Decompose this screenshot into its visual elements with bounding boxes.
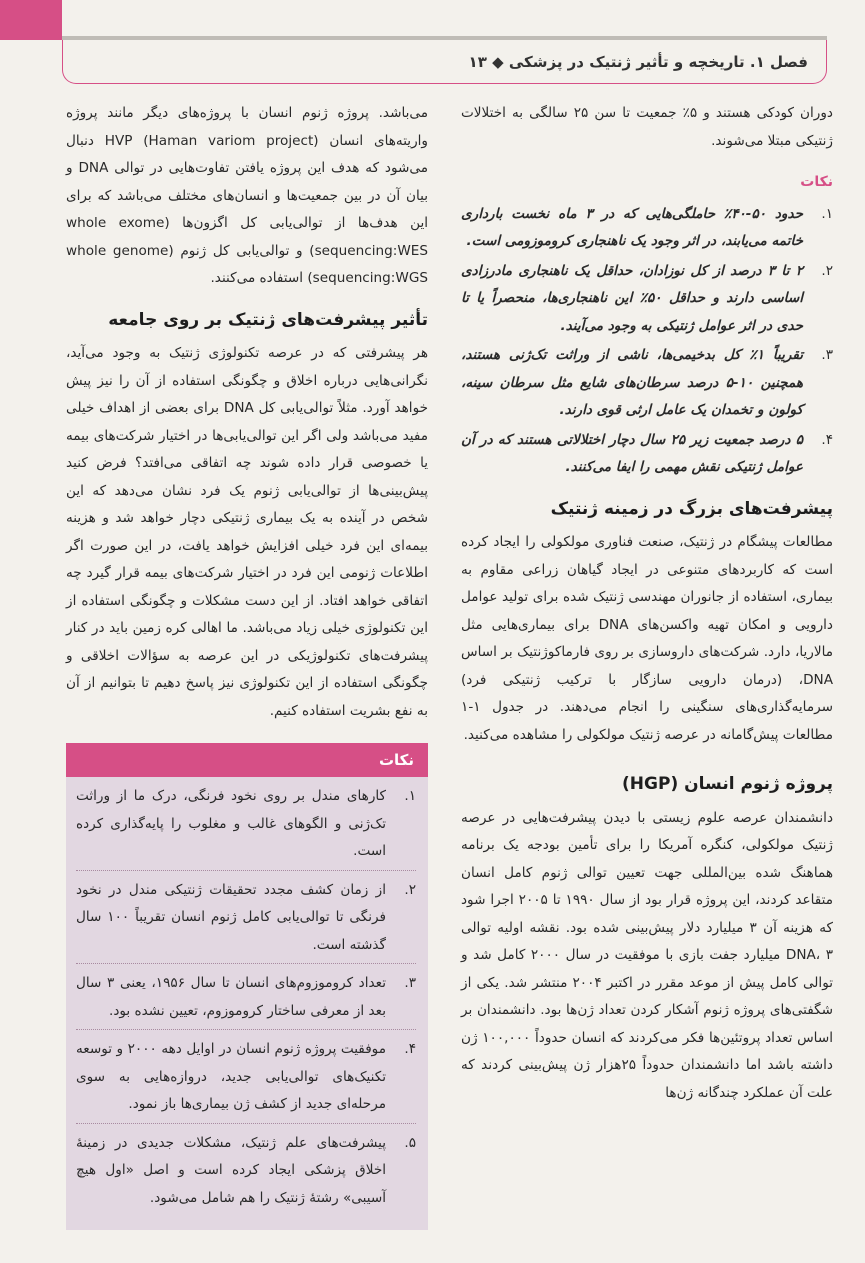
list-item: ۱. حدود ۵۰-۴۰٪ حاملگی‌هایی که در ۳ ماه نخست بارداری خاتمه می‌یابند، در اثر وجود یک ناهنجاری کروموزومی است. bbox=[461, 205, 833, 249]
notes-box-label: نکات bbox=[66, 743, 428, 777]
section-heading-hgp: پروژه ژنوم انسان (HGP) bbox=[622, 774, 833, 794]
list-item: ۲. ۲ تا ۳ درصد از کل نوزادان، حداقل یک ناهنجاری مادرزادی اساسی دارند و حداقل ۵۰٪ این ناهنجاری‌ها، منحصراً یا تا حدی در اثر عوامل ژنتیکی به وجود می‌آیند. bbox=[461, 262, 833, 334]
page-header bbox=[62, 40, 827, 84]
list-item: ۳. تقریباً ۱٪ کل بدخیمی‌ها، ناشی از وراثت تک‌ژنی هستند، همچنین ۱۰-۵ درصد سرطان‌های شایع مثل سرطان سینه، کولون و تخمدان یک عامل ارثی قوی دارند. bbox=[461, 347, 833, 418]
notes-box-list bbox=[66, 777, 428, 1216]
list-item: ۴. ۵ درصد جمعیت زیر ۲۵ سال دچار اختلالاتی هستند که در آن عوامل ژنتیکی نقش مهمی را ایفا می‌کنند. bbox=[461, 431, 833, 475]
chapter-tab bbox=[0, 0, 62, 40]
left-column bbox=[66, 100, 428, 1230]
advances-paragraph: مطالعات پیشگام در ژنتیک، صنعت فناوری مولکولی را ایجاد کرده است که کاربردهای متنوعی در ایجاد گیاهان زراعی مقاوم به بیماری، استفاده از جانوران مهندسی ژنتیک شده برای تولید عوامل دارویی و امکان تهیه واکسن‌های DNA برای بیماری‌هایی مثل مالاریا، دارد. شرکت‌های داروسازی بر روی فارماکوژنتیک بر اساس DNA، (درمان دارویی سازگار با ترکیب ژنتیکی فرد) سرمایه‌گذاری‌های سنگینی را انجام می‌دهند. در جدول ۱-۱ مطالعات پیش‌گامانه در عرصه ژنتیک مولکولی را مشاهده می‌کنید. bbox=[461, 534, 833, 743]
section-heading-advances: پیشرفت‌های بزرگ در زمینه ژنتیک bbox=[550, 498, 833, 519]
notes-box bbox=[66, 743, 428, 1230]
hgp-paragraph: دانشمندان عرصه علوم زیستی با دیدن پیشرفت‌هایی در عرصه ژنتیک مولکولی، کنگره آمریکا را برای تأمین بودجه یک برنامه هماهنگ شده بین‌المللی جهت تعیین توالی ژنوم کامل انسان متقاعد کردند، این پروژه قرار بود از سال ۱۹۹۰ تا ۲۰۰۵ اجرا شود که هزینه آن ۳ میلیارد دلار پیش‌بینی شده بود. نقشه اولیه توالی DNA، ۳ میلیارد جفت بازی با موفقیت در سال ۲۰۰۰ کامل شد و توالی کامل پیش از موعد مقرر در اکتبر ۲۰۰۴ منتشر شد. یکی از شگفتی‌های پروژه ژنوم آشکار کردن تعداد ژن‌ها بود. دانشمندان بر اساس تعداد پروتئین‌ها فکر می‌کردند که انسان حدوداً ۱۰۰,۰۰۰ ژن داشته باشد اما دانشمندان حدوداً ۲۵هزار ژن پیش‌بینی کردند که علت آن عملکرد چندگانه ژن‌ها bbox=[461, 809, 834, 1101]
section-heading-impact: تأثیر پیشرفت‌های ژنتیک بر روی جامعه bbox=[108, 309, 428, 330]
notes-list bbox=[461, 201, 833, 482]
list-item: ۴. موفقیت پروژه ژنوم انسان در اوایل دهه ۲۰۰۰ و توسعه تکنیک‌های توالی‌یابی جدید، دروازه‌هایی به سوی مرحله‌ای جدید از کشف ژن بیماری‌ها باز نمود. bbox=[76, 1036, 416, 1124]
list-item: ۱. کارهای مندل بر روی نخود فرنگی، درک ما از وراثت تک‌ژنی و الگوهای غالب و مغلوب را پایه‌گذاری کرده است. bbox=[76, 783, 416, 871]
notes-label: نکات bbox=[800, 174, 833, 190]
impact-paragraph: هر پیشرفتی که در عرصه تکنولوژی ژنتیک به وجود می‌آید، نگرانی‌هایی درباره اخلاق و چگونگی استفاده از آن را نیز پیش خواهد آورد. مثلاً توالی‌یابی کل DNA برای بعضی از اهداف خیلی مفید می‌باشد ولی اگر این توالی‌یابی‌ها در اختیار شرکت‌های بیمه یا خصوصی قرار داده شوند چه اتفاقی می‌افتد؟ فرض کنید پیش‌بینی‌ها از توالی‌یابی ژنوم یک فرد نشان می‌دهد که این شخص در آینده به یک بیماری ژنتیکی دچار خواهد شد و هزینه بیمه‌ای این فرد خیلی افزایش خواهد یافت، در این صورت اگر اطلاعات ژنومی این فرد در اختیار شرکت‌های بیمه قرار گیرد چه اتفاقی خواهد افتاد. از این دست مشکلات و چگونگی استفاده از این تکنولوژی خیلی زیاد می‌باشد. ما اهالی کره زمین باید در کنار پیشرفت‌های تکنولوژیکی در این عرصه به سؤالات اخلاقی و چگونگی استفاده از این تکنولوژی نیز پاسخ دهیم تا بتوانیم از آن به نفع بشریت استفاده کنیم. bbox=[66, 345, 428, 719]
list-item: ۵. پیشرفت‌های علم ژنتیک، مشکلات جدیدی در زمینهٔ اخلاق پزشکی ایجاد کرده است و اصل «اول هیچ آسیبی» رشتهٔ ژنتیک را هم شامل می‌شود. bbox=[76, 1134, 416, 1206]
intro-paragraph: دوران کودکی هستند و ۵٪ جمعیت تا سن ۲۵ سالگی به اختلالات ژنتیکی مبتلا می‌شوند. bbox=[461, 105, 833, 149]
list-item: ۳. تعداد کروموزوم‌های انسان تا سال ۱۹۵۶، یعنی ۳ سال بعد از معرفی ساختار کروموزوم، تعیین نشده بود. bbox=[76, 970, 416, 1030]
running-title: فصل ۱. تاریخچه و تأثیر ژنتیک در پزشکی ◆ ۱۳ bbox=[468, 52, 808, 71]
list-item: ۲. از زمان کشف مجدد تحقیقات ژنتیکی مندل در نخود فرنگی تا توالی‌یابی کامل ژنوم انسان تقریباً ۱۰۰ سال گذشته است. bbox=[76, 877, 416, 965]
right-column bbox=[461, 100, 833, 1115]
hvp-paragraph: می‌باشد. پروژه ژنوم انسان با پروژه‌های دیگر مانند پروژه واریته‌های انسان HVP (Haman variom project) دنبال می‌شود که هدف این پروژه یافتن تفاوت‌هایی در توالی DNA و بیان آن در بین جمعیت‌ها و انسان‌های مختلف می‌باشد که برای این هدف‌ها از توالی‌یابی کل اگزون‌ها (whole exome sequencing:WES) و توالی‌یابی کل ژنوم (whole genome sequencing:WGS) استفاده می‌کنند. bbox=[66, 105, 429, 286]
